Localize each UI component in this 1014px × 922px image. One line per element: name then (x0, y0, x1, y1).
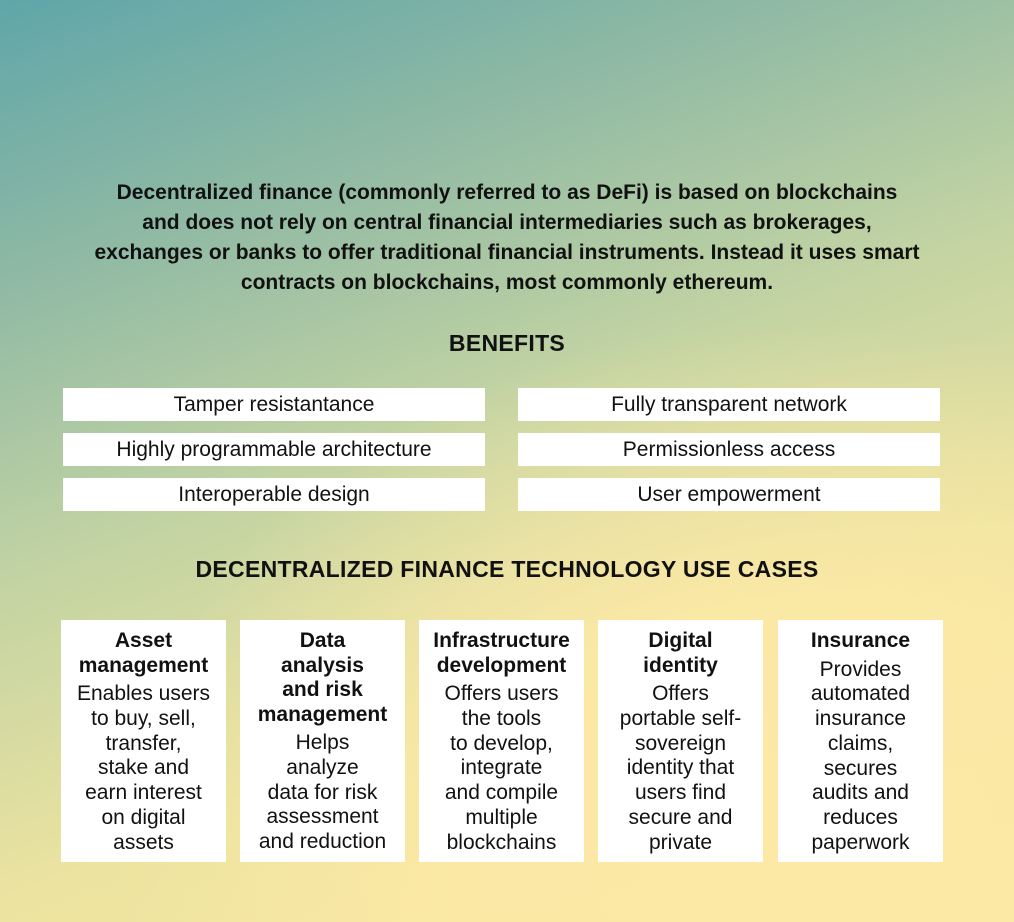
benefits-title: BENEFITS (448, 330, 566, 356)
intro-line: and does not rely on central financial intermediaries such as brokerages, (142, 211, 872, 234)
use-case-description: Helps analyze data for risk assessment and reduction (258, 731, 387, 854)
benefit-item-permissionless-access: Permissionless access (518, 433, 940, 466)
use-case-description: Offers portable self- sovereign identity that users find secure and private (619, 682, 742, 854)
use-case-title: Digital identity (643, 629, 718, 677)
use-case-card-asset-management (61, 620, 226, 862)
use-case-description: Provides automated insurance claims, secures audits and reduces paperwork (810, 657, 911, 855)
use-case-title: Insurance (810, 629, 911, 652)
benefit-item-user-empowerment: User empowerment (518, 478, 940, 511)
intro-paragraph (50, 178, 964, 298)
benefit-item-interoperable-design: Interoperable design (63, 478, 485, 511)
benefit-item-transparent-network: Fully transparent network (518, 388, 940, 421)
use-case-title: Infrastructure development (433, 629, 570, 677)
use-cases-title: DECENTRALIZED FINANCE TECHNOLOGY USE CASES (195, 556, 819, 582)
use-case-description: Offers users the tools to develop, integrate and compile multiple blockchains (444, 682, 559, 854)
intro-line: exchanges or banks to offer traditional financial instruments. Instead it uses smart (94, 241, 920, 264)
use-case-card-data-analysis (240, 620, 405, 862)
use-case-description: Enables users to buy, sell, transfer, stake and earn interest on digital assets (76, 682, 211, 854)
benefit-item-tamper-resistance: Tamper resistantance (63, 388, 485, 421)
use-case-title: Data analysis and risk management (257, 629, 388, 726)
benefit-item-programmable-architecture: Highly programmable architecture (63, 433, 485, 466)
use-case-title: Asset management (78, 629, 209, 677)
intro-line: Decentralized finance (commonly referred to as DeFi) is based on blockchains (116, 181, 898, 204)
use-case-card-infrastructure-development (419, 620, 584, 862)
use-case-card-insurance (778, 620, 943, 862)
use-case-card-digital-identity (598, 620, 763, 862)
intro-line: contracts on blockchains, most commonly ethereum. (240, 271, 774, 294)
